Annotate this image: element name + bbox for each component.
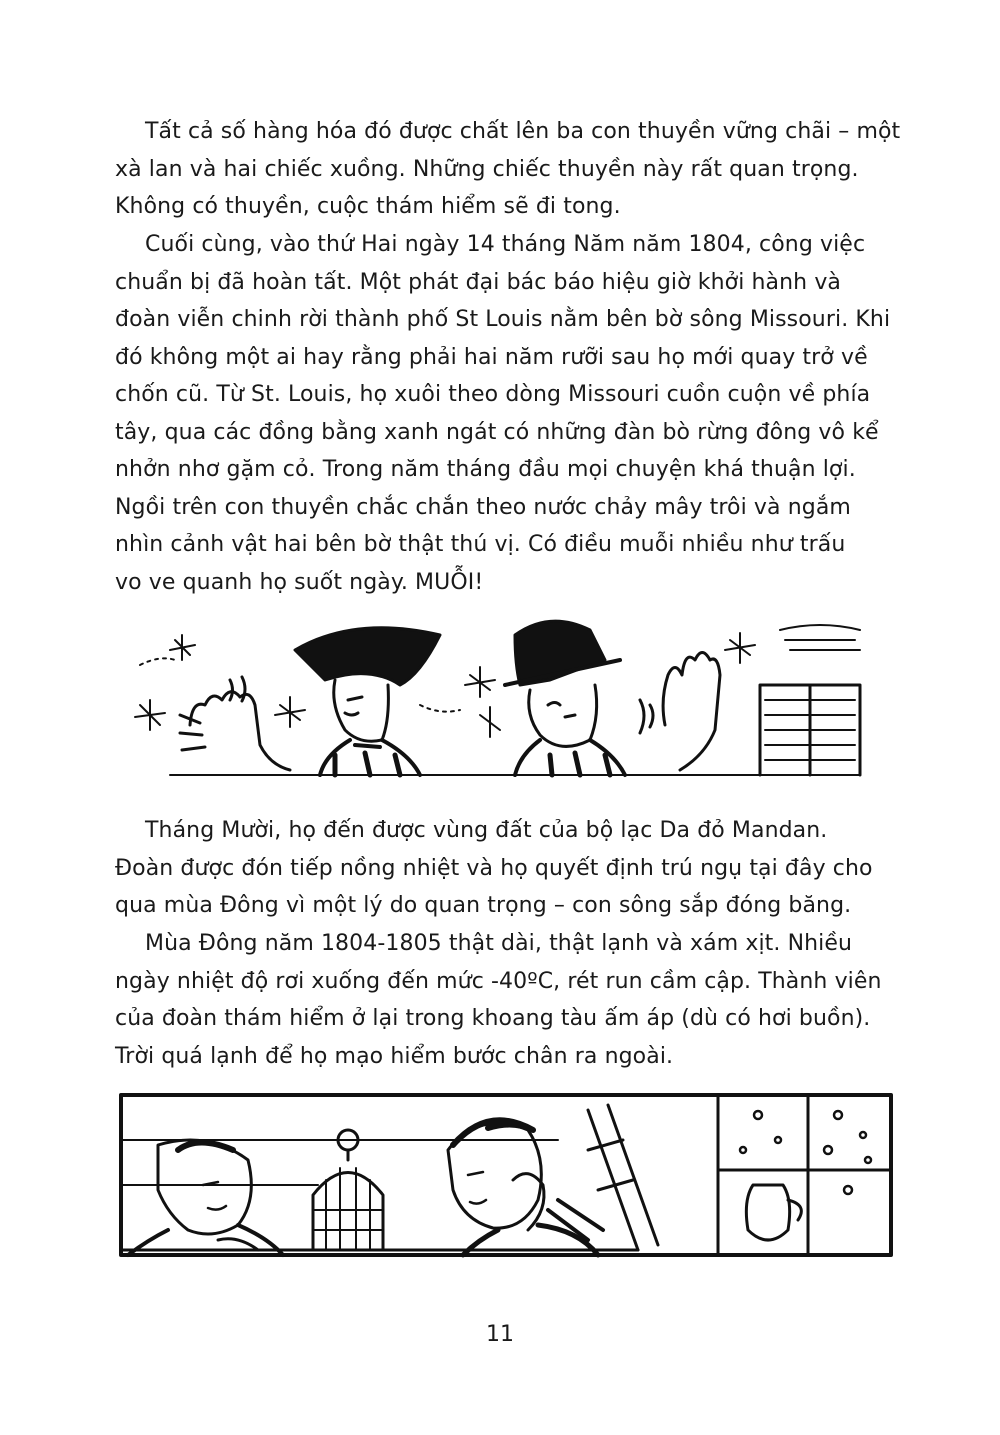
mosquito-swarm-drawing [120, 605, 880, 785]
winter-cabin-drawing [118, 1090, 894, 1260]
text-line: qua mùa Đông vì một lý do quan trọng – con sông sắp đóng băng. [115, 893, 852, 918]
text-line: Không có thuyền, cuộc thám hiểm sẽ đi tong. [115, 194, 621, 219]
text-line: tây, qua các đồng bằng xanh ngát có những đàn bò rừng đông vô kể [115, 419, 879, 445]
text-line: Mùa Đông năm 1804-1805 thật dài, thật lạnh và xám xịt. Nhiều [145, 931, 853, 956]
text-line: của đoàn thám hiểm ở lại trong khoang tàu ấm áp (dù có hơi buồn). [115, 1006, 871, 1031]
text-line: chốn cũ. Từ St. Louis, họ xuôi theo dòng Missouri cuồn cuộn về phía [115, 382, 871, 407]
text-line: chuẩn bị đã hoàn tất. Một phát đại bác báo hiệu giờ khởi hành và [115, 269, 842, 295]
text-line: Tháng Mười, họ đến được vùng đất của bộ lạc Da đỏ Mandan. [145, 818, 828, 843]
text-line: đó không một ai hay rằng phải hai năm rưỡi sau họ mới quay trở về [115, 344, 868, 370]
text-line: nhởn nhơ gặm cỏ. Trong năm tháng đầu mọi chuyện khá thuận lợi. [115, 457, 856, 482]
text-line: Tất cả số hàng hóa đó được chất lên ba con thuyền vững chãi – một [145, 119, 901, 144]
winter-cabin-illustration [118, 1090, 894, 1260]
text-line: Cuối cùng, vào thứ Hai ngày 14 tháng Năm năm 1804, công việc [145, 232, 866, 257]
mosquito-swarm-illustration [120, 605, 880, 785]
paragraph-cargo-boats [115, 113, 915, 226]
text-line: vo ve quanh họ suốt ngày. MUỖI! [115, 569, 484, 595]
text-line: Ngồi trên con thuyền chắc chắn theo nước chảy mây trôi và ngắm [115, 494, 851, 520]
text-line: nhìn cảnh vật hai bên bờ thật thú vị. Có điều muỗi nhiều như trấu [115, 532, 846, 557]
text-line: xà lan và hai chiếc xuồng. Những chiếc thuyền này rất quan trọng. [115, 156, 859, 182]
paragraph-mandan-arrival [115, 812, 915, 925]
paragraph-departure [115, 226, 915, 601]
page-number: 11 [486, 1322, 514, 1347]
paragraph-winter [115, 925, 915, 1075]
text-line: đoàn viễn chinh rời thành phố St Louis nằm bên bờ sông Missouri. Khi [115, 307, 891, 332]
text-line: ngày nhiệt độ rơi xuống đến mức -40ºC, rét run cầm cập. Thành viên [115, 968, 882, 994]
text-line: Trời quá lạnh để họ mạo hiểm bước chân ra ngoài. [115, 1043, 674, 1069]
text-line: Đoàn được đón tiếp nồng nhiệt và họ quyết định trú ngụ tại đây cho [115, 855, 873, 881]
